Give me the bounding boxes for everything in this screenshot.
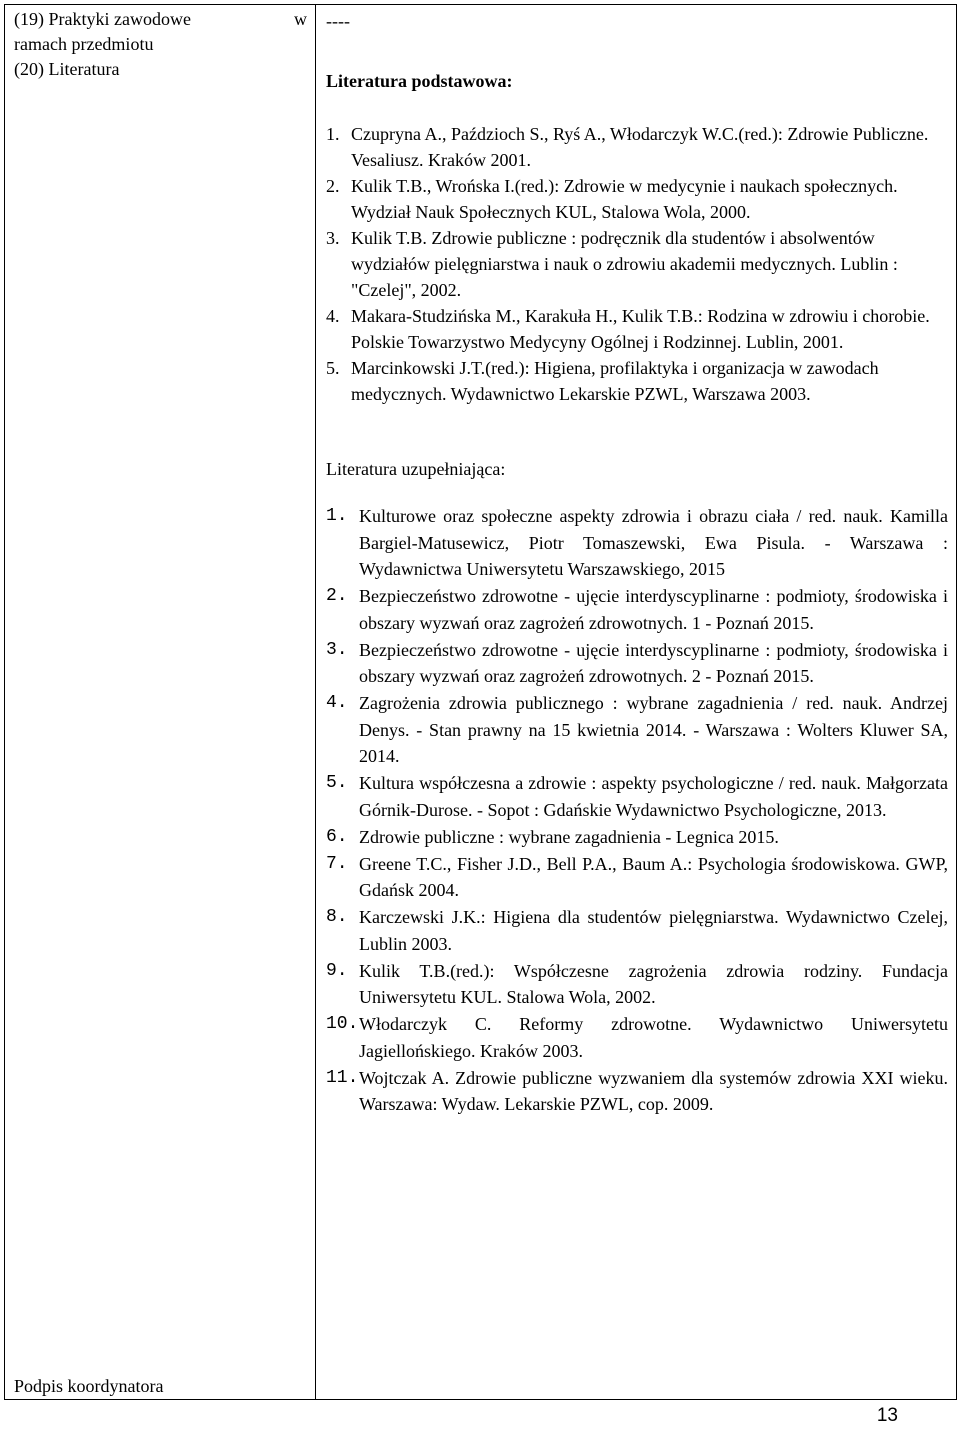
item-number: 10.: [326, 1014, 359, 1034]
primary-literature-item: [326, 173, 948, 225]
row19-label-part-a: (19) Praktyki zawodowe: [14, 9, 191, 29]
item-text: Karczewski J.K.: Higiena dla studentów pielęgniarstwa. Wydawnictwo Czelej, Lublin 2003.: [359, 907, 948, 954]
item-number: 3.: [326, 228, 340, 248]
item-text: Makara-Studzińska M., Karakuła H., Kulik T.B.: Rodzina w zdrowiu i chorobie. Polskie Towarzystwo Medycyny Ogólnej i Rodzinnej. Lublin, 2001.: [351, 306, 930, 352]
item-number: 1.: [326, 124, 340, 144]
item-number: 4.: [326, 693, 348, 713]
page-number: 13: [876, 1405, 898, 1426]
item-number: 9.: [326, 960, 348, 981]
item-text: Bezpieczeństwo zdrowotne - ujęcie interdyscyplinarne : podmioty, środowiska i obszary wyzwań oraz zagrożeń zdrowotnych. 1 - Poznań 2015.: [359, 586, 948, 633]
signature-label: Podpis koordynatora: [14, 1376, 164, 1396]
item-text: Włodarczyk C. Reformy zdrowotne. Wydawnictwo Uniwersytetu Jagiellońskiego. Kraków 2003.: [359, 1014, 948, 1061]
row19-label-part-c: ramach przedmiotu: [14, 34, 154, 54]
item-number: 1.: [326, 506, 348, 526]
item-text: Kulturowe oraz społeczne aspekty zdrowia i obrazu ciała / red. nauk. Kamilla Bargiel-Matusewicz, Piotr Tomaszewski, Ewa Pisula. - Warszawa : Wydawnictwa Uniwersytetu Warszawskiego, 2015: [359, 506, 948, 579]
row19-value: ----: [326, 11, 350, 31]
syllabus-table: [4, 4, 957, 1400]
supplementary-literature-item: [326, 1011, 948, 1064]
supplementary-literature-item: [326, 637, 948, 690]
supplementary-literature-item: [326, 1065, 948, 1118]
item-text: Kultura współczesna a zdrowie : aspekty psychologiczne / red. nauk. Małgorzata Górnik-Durose. - Sopot : Gdańskie Wydawnictwo Psychologiczne, 2013.: [359, 773, 948, 820]
left-label-cell: [5, 5, 316, 1400]
primary-literature-item: [326, 355, 948, 407]
item-number: 11.: [326, 1067, 359, 1088]
item-number: 5.: [326, 773, 348, 793]
supplementary-literature-item: [326, 958, 948, 1011]
item-number: 2.: [326, 176, 340, 196]
primary-literature-item: [326, 225, 948, 303]
supplementary-literature-item: [326, 583, 948, 636]
supplementary-literature-item: [326, 824, 948, 851]
item-number: 2.: [326, 586, 348, 606]
primary-literature-item: [326, 121, 948, 173]
supplementary-literature-item: [326, 503, 948, 583]
item-number: 8.: [326, 907, 348, 927]
item-text: Kulik T.B.(red.): Współczesne zagrożenia zdrowia rodziny. Fundacja Uniwersytetu KUL. Stalowa Wola, 2002.: [359, 960, 948, 1007]
item-text: Marcinkowski J.T.(red.): Higiena, profilaktyka i organizacja w zawodach medycznych. Wydawnictwo Lekarskie PZWL, Warszawa 2003.: [351, 358, 879, 404]
primary-literature-item: [326, 303, 948, 355]
item-number: 3.: [326, 639, 348, 660]
supplementary-literature-item: [326, 851, 948, 904]
supplementary-literature-item: [326, 904, 948, 957]
item-text: Greene T.C., Fisher J.D., Bell P.A., Baum A.: Psychologia środowiskowa. GWP, Gdańsk 2004.: [359, 853, 948, 900]
item-text: Czupryna A., Paździoch S., Ryś A., Włodarczyk W.C.(red.): Zdrowie Publiczne. Vesaliusz. Kraków 2001.: [351, 124, 929, 170]
supplementary-literature-heading: Literatura uzupełniająca:: [326, 459, 506, 479]
item-text: Kulik T.B. Zdrowie publiczne : podręcznik dla studentów i absolwentów wydziałów pielęgniarstwa i nauk o zdrowiu akademii medycznych. Lublin : "Czelej", 2002.: [351, 228, 898, 300]
row20-label: (20) Literatura: [14, 59, 120, 79]
item-number: 7.: [326, 853, 348, 874]
item-number: 4.: [326, 306, 340, 326]
item-text: Zagrożenia zdrowia publicznego : wybrane zagadnienia / red. nauk. Andrzej Denys. - Stan prawny na 15 kwietnia 2014. - Warszawa : Wolters Kluwer SA, 2014.: [359, 693, 948, 766]
row19-label-part-b: w: [294, 9, 307, 29]
supplementary-literature-item: [326, 770, 948, 823]
item-number: 6.: [326, 826, 348, 847]
literature-content-cell: [316, 5, 957, 1400]
row19-label: [14, 7, 307, 32]
item-text: Zdrowie publiczne : wybrane zagadnienia - Legnica 2015.: [359, 826, 779, 847]
item-number: 5.: [326, 358, 340, 378]
item-text: Bezpieczeństwo zdrowotne - ujęcie interdyscyplinarne : podmioty, środowiska i obszary wyzwań oraz zagrożeń zdrowotnych. 2 - Poznań 2015.: [359, 639, 948, 686]
item-text: Kulik T.B., Wrońska I.(red.): Zdrowie w medycynie i naukach społecznych. Wydział Nauk Społecznych KUL, Stalowa Wola, 2000.: [351, 176, 898, 222]
supplementary-literature-item: [326, 690, 948, 770]
item-text: Wojtczak A. Zdrowie publiczne wyzwaniem dla systemów zdrowia XXI wieku. Warszawa: Wydaw. Lekarskie PZWL, cop. 2009.: [359, 1067, 948, 1114]
primary-literature-heading: Literatura podstawowa:: [326, 71, 513, 91]
supplementary-literature-list: [326, 503, 948, 1118]
primary-literature-list: [326, 121, 948, 407]
